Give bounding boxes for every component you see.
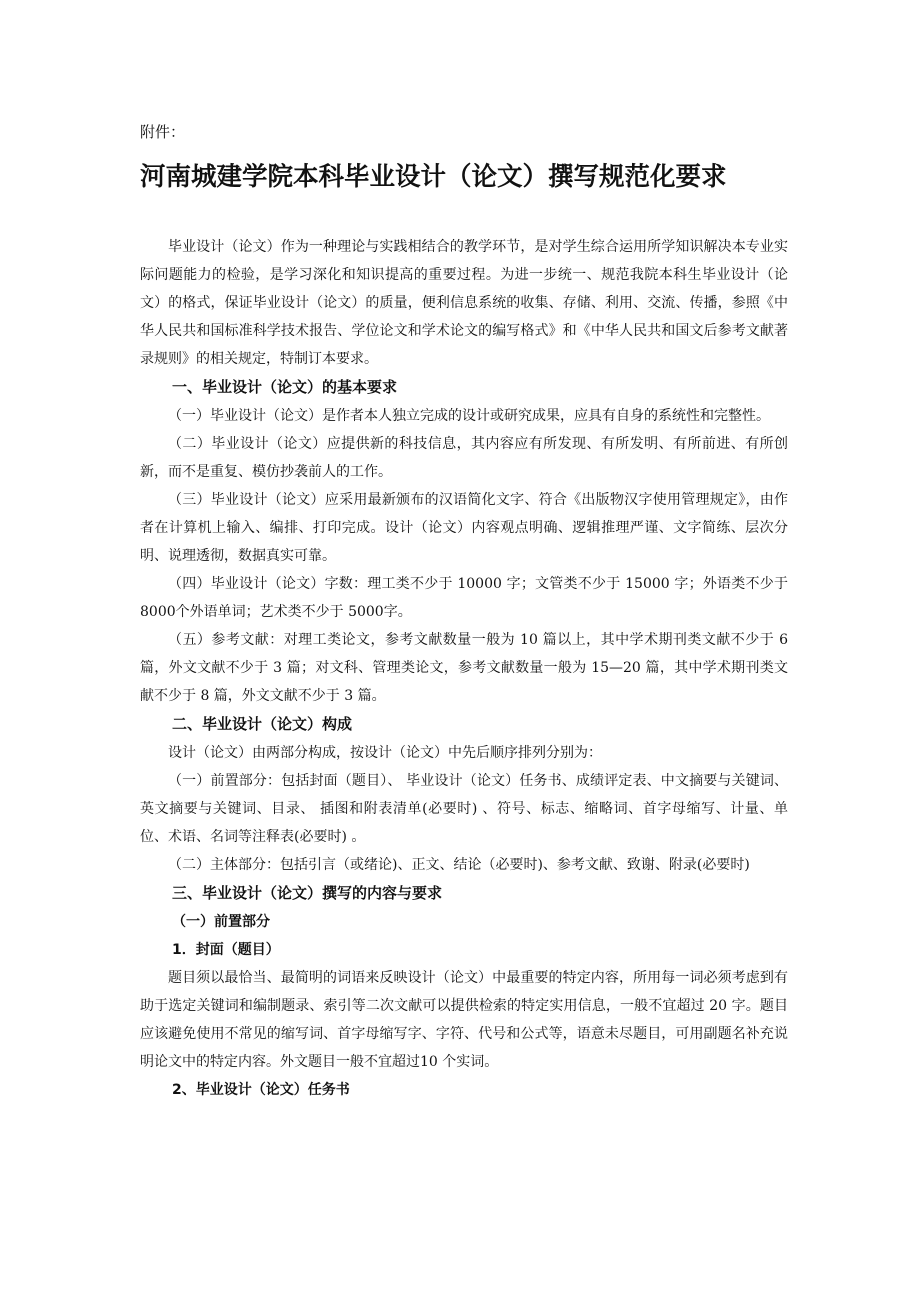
subsection-heading-front-matter: （一）前置部分 <box>172 914 270 930</box>
intro-paragraph: 毕业设计（论文）作为一种理论与实践相结合的教学环节，是对学生综合运用所学知识解决本专业实际问题能力的检验，是学习深化和知识提高的重要过程。为进一步统一、规范我院本科生毕业设计（论文）的格式，保证毕业设计（论文）的质量，便利信息系统的收集、存储、利用、交流、传播，参照《中华人民共和国标准科学技术报告、学位论文和学术论文的编写格式》和《中华人民共和国文后参考文献著录规则》的相关规定，特制订本要求。 <box>140 239 788 367</box>
requirement-item: （一）毕业设计（论文）是作者本人独立完成的设计或研究成果，应具有自身的系统性和完整性。 <box>168 408 770 424</box>
section-heading-content-requirements: 三、毕业设计（论文）撰写的内容与要求 <box>172 884 443 902</box>
requirement-item: （四）毕业设计（论文）字数：理工类不少于 10000 字；文管类不少于 15000 字；外语类不少于 8000个外语单词；艺术类不少于 5000字。 <box>140 576 788 620</box>
item-heading-task-book: 2、毕业设计（论文）任务书 <box>172 1082 350 1098</box>
attachment-label: 附件： <box>140 123 186 141</box>
requirement-item: （五）参考文献：对理工类论文，参考文献数量一般为 10 篇以上，其中学术期刊类文献不少于 6 篇，外文文献不少于 3 篇；对文科、管理类论文，参考文献数量一般为 15—20 篇，其中学术期刊类文献不少于 8 篇，外文文献不少于 3 篇。 <box>140 632 788 704</box>
composition-item: （一）前置部分：包括封面（题目）、 毕业设计（论文）任务书、成绩评定表、中文摘要与关键词、英文摘要与关键词、目录、 插图和附表清单(必要时) 、符号、标志、缩略词、首字母缩写、计量、单位、术语、名词等注释表(必要时) 。 <box>140 773 788 845</box>
requirement-item: （三）毕业设计（论文）应采用最新颁布的汉语简化文字、符合《出版物汉字使用管理规定》，由作者在计算机上输入、编排、打印完成。设计（论文）内容观点明确、逻辑推理严谨、文字简练、层次分明、说理透彻，数据真实可靠。 <box>140 492 788 564</box>
document-body <box>140 121 788 1104</box>
requirement-item: （二）毕业设计（论文）应提供新的科技信息，其内容应有所发现、有所发明、有所前进、有所创新，而不是重复、模仿抄袭前人的工作。 <box>140 436 788 480</box>
section-heading-composition: 二、毕业设计（论文）构成 <box>172 715 353 733</box>
composition-intro: 设计（论文）由两部分构成，按设计（论文）中先后顺序排列分别为： <box>168 745 602 761</box>
document-title: 河南城建学院本科毕业设计（论文）撰写规范化要求 <box>140 162 727 192</box>
cover-paragraph: 题目须以最恰当、最简明的词语来反映设计（论文）中最重要的特定内容，所用每一词必须考虑到有助于选定关键词和编制题录、索引等二次文献可以提供检索的特定实用信息，一般不宜超过 20 字。题目应该避免使用不常见的缩写词、首字母缩写字、字符、代号和公式等，语意未尽题目，可用副题名补充说明论文中的特定内容。外文题目一般不宜超过10 个实词。 <box>140 970 788 1070</box>
item-heading-cover: 1．封面（题目） <box>172 942 280 958</box>
composition-item: （二）主体部分：包括引言（或绪论)、正文、结论（必要时)、参考文献、致谢、附录(必要时) <box>168 857 750 873</box>
section-heading-basic-requirements: 一、毕业设计（论文）的基本要求 <box>172 378 398 396</box>
